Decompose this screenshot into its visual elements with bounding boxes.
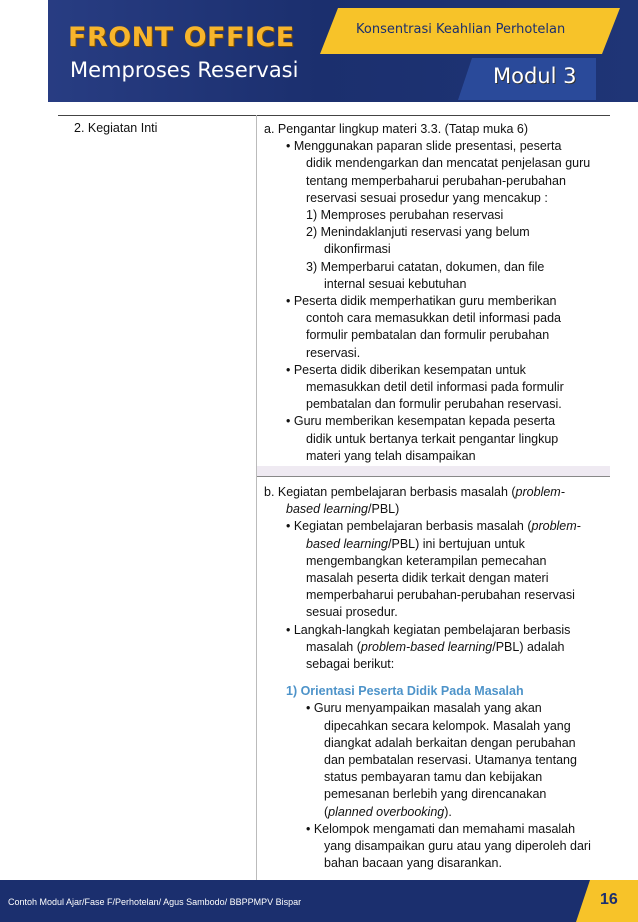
text-line: yang disampaikan guru atau yang diperoleh dari [324,839,591,854]
text-line: masalah (problem-based learning/PBL) adalah [306,639,565,654]
section-a [264,121,590,465]
text-line: masalah peserta didik terkait dengan materi [306,571,549,586]
text-line: pembatalan dan formulir perubahan reservasi. [306,397,562,412]
text-line: reservasi. [306,345,361,360]
text-line: internal sesuai kebutuhan [324,276,467,291]
modul-label: Modul 3 [493,64,577,88]
text-line: reservasi sesuai prosedur yang mencakup : [306,190,548,205]
text-line: (planned overbooking). [324,804,452,819]
bullet-line: • Langkah-langkah kegiatan pembelajaran berbasis [286,622,571,637]
footer-text: Contoh Modul Ajar/Fase F/Perhotelan/ Agus Sambodo/ BBPPMPV Bispar [8,897,302,907]
text-line: didik mendengarkan dan mencatat penjelasan guru [306,156,591,171]
section-a-heading: a. Pengantar lingkup materi 3.3. (Tatap muka 6) [264,122,529,136]
konsentrasi-label: Konsentrasi Keahlian Perhotelan [356,22,566,37]
section-b [264,484,591,872]
text-line: sebagai berikut: [306,657,395,672]
text-line: dipecahkan secara kelompok. Masalah yang [324,718,571,733]
bullet-line: • Guru memberikan kesempatan kepada peserta [286,414,556,429]
document-title: FRONT OFFICE [68,22,295,53]
text-line: pemesanan berlebih yang direncanakan [324,787,547,802]
text-line: dikonfirmasi [324,242,391,257]
text-line: memperbaharui perubahan-perubahan reservasi [306,588,575,603]
document-subtitle: Memproses Reservasi [70,58,299,82]
text-line: sesuai prosedur. [306,605,398,620]
text-line: materi yang telah disampaikan [306,448,476,463]
step-1-heading: 1) Orientasi Peserta Didik Pada Masalah [286,684,524,699]
section-b-heading-cont: based learning/PBL) [286,502,400,517]
page-number: 16 [600,891,618,908]
bullet-line: • Peserta didik memperhatikan guru memberikan [286,294,557,309]
bullet-line: • Kegiatan pembelajaran berbasis masalah (problem- [286,519,581,534]
text-line: memasukkan detil detil informasi pada formulir [306,380,564,395]
text-line: status pembayaran tamu dan kebijakan [324,770,543,785]
table-column-divider [256,115,257,880]
page-header [0,0,638,102]
text-line: bahan bacaan yang disarankan. [324,856,502,871]
header-left-white-strip [0,0,48,102]
text-line: mengembangkan keterampilan pemecahan [306,553,547,568]
section-divider [257,476,610,477]
text-line: contoh cara memasukkan detil informasi pada [306,311,561,326]
row-label: 2. Kegiatan Inti [74,121,158,135]
text-line: dan pembatalan reservasi. Utamanya tentang [324,753,577,768]
text-line: based learning/PBL) ini bertujuan untuk [306,536,525,551]
bullet-line: • Peserta didik diberikan kesempatan untuk [286,362,526,377]
numbered-line: 2) Menindaklanjuti reservasi yang belum [306,225,530,240]
text-line: didik untuk bertanya terkait pengantar lingkup [306,431,559,446]
numbered-line: 1) Memproses perubahan reservasi [306,208,504,223]
text-line: diangkat adalah berkaitan dengan perubahan [324,735,576,750]
bullet-line: • Kelompok mengamati dan memahami masalah [306,821,576,836]
text-line: tentang memperbaharui perubahan-perubahan [306,173,566,188]
bullet-line: • Menggunakan paparan slide presentasi, peserta [286,139,562,154]
numbered-line: 3) Memperbarui catatan, dokumen, dan file [306,259,545,274]
cell-separator-shade [257,466,610,476]
table-top-border [58,115,610,116]
bullet-line: • Guru menyampaikan masalah yang akan [306,701,542,716]
section-b-heading: b. Kegiatan pembelajaran berbasis masalah (problem- [264,485,565,499]
text-line: formulir pembatalan dan formulir perubahan [306,328,550,343]
